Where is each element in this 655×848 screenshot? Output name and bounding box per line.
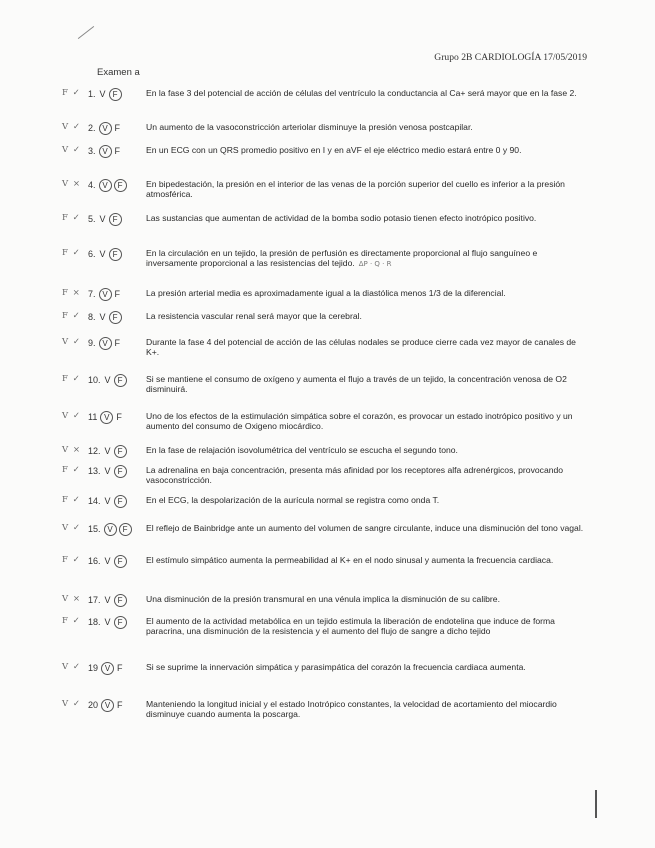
answer-option-v: V (104, 446, 111, 456)
circled-answer-v: V (99, 122, 112, 135)
question-text (146, 179, 586, 199)
question-text (146, 122, 586, 132)
answer-option-f: F (114, 123, 121, 133)
answer-option-f: F (114, 289, 121, 299)
handwritten-marks: F × (62, 288, 81, 298)
answer-options (103, 495, 128, 508)
answer-option-f: F (114, 338, 121, 348)
answer-option-v: V (99, 214, 106, 224)
answer-option-f: F (116, 412, 122, 422)
circled-answer-f: F (114, 594, 127, 607)
answer-options (98, 248, 123, 261)
answer-options (98, 145, 123, 158)
answer-option-v: V (104, 595, 111, 605)
question-number (88, 445, 146, 458)
question-number-label: 16. (88, 556, 101, 566)
question-item (56, 411, 586, 441)
question-number-label: 15. (88, 524, 101, 534)
handwritten-marks: F ✓ (62, 374, 81, 384)
question-text (146, 523, 586, 533)
question-statement: Manteniendo la longitud inicial y el estado Inotrópico constantes, la velocidad de acortamiento del miocardio disminuye cuando aumenta la poscarga. (146, 699, 557, 720)
circled-answer-f: F (114, 616, 127, 629)
question-number (88, 495, 146, 508)
circled-answer-f: F (119, 523, 132, 536)
question-statement: Uno de los efectos de la estimulación simpática sobre el corazón, es provocar un estado inotrópico positivo y un aumento del consumo de Oxigeno miocárdico. (146, 411, 573, 432)
answer-options (98, 122, 123, 135)
question-item (56, 248, 586, 278)
circled-answer-f: F (109, 88, 122, 101)
question-item (56, 465, 586, 495)
page-header: Grupo 2B CARDIOLOGÍA 17/05/2019 (434, 52, 587, 63)
handwritten-marks: V ✓ (62, 411, 81, 421)
circled-answer-v: V (101, 662, 114, 675)
exam-label: Examen a (97, 67, 140, 78)
answer-options (100, 662, 125, 675)
question-text (146, 248, 586, 269)
answer-options (99, 411, 124, 424)
question-number (88, 337, 146, 350)
circled-answer-f: F (114, 495, 127, 508)
answer-option-v: V (104, 556, 111, 566)
question-text (146, 374, 586, 394)
handwritten-marks: V × (62, 594, 81, 604)
question-text (146, 445, 586, 455)
question-statement: La adrenalina en baja concentración, presenta más afinidad por los receptores alfa adrenérgicos, provocando vasoconstricción. (146, 465, 564, 486)
question-statement: Las sustancias que aumentan de actividad de la bomba sodio potasio tienen efecto inotrópico positivo. (146, 213, 537, 223)
question-number-label: 8. (88, 312, 96, 322)
question-number (88, 88, 146, 101)
question-number-label: 19 (88, 663, 99, 673)
answer-options (98, 337, 123, 350)
circled-answer-f: F (109, 311, 122, 324)
answer-option-v: V (99, 249, 106, 259)
handwritten-marks: V ✓ (62, 337, 81, 347)
circled-answer-v: V (99, 337, 112, 350)
question-number (88, 662, 146, 675)
answer-option-f: F (114, 146, 121, 156)
question-text (146, 213, 586, 223)
question-item (56, 337, 586, 367)
handwritten-marks: F ✓ (62, 555, 81, 565)
question-number (88, 555, 146, 568)
question-text (146, 699, 586, 719)
question-item (56, 88, 586, 118)
answer-options (103, 594, 128, 607)
answer-option-v: V (104, 496, 111, 506)
question-number (88, 523, 146, 536)
question-statement: En bipedestación, la presión en el interior de las venas de la porción superior del cuello es inferior a la presión atmosférica. (146, 179, 565, 200)
question-number (88, 248, 146, 261)
question-number-label: 10. (88, 375, 101, 385)
answer-option-v: V (99, 89, 106, 99)
question-number-label: 4. (88, 180, 96, 190)
answer-option-f: F (117, 663, 123, 673)
question-statement: Una disminución de la presión transmural en una vénula implica la disminución de su calibre. (146, 594, 500, 604)
answer-options (98, 311, 123, 324)
circled-answer-f: F (114, 179, 127, 192)
circled-answer-v: V (99, 145, 112, 158)
question-number-label: 18. (88, 617, 101, 627)
question-item (56, 662, 586, 692)
question-item (56, 555, 586, 585)
paper-edge-mark (595, 790, 597, 818)
circled-answer-f: F (109, 213, 122, 226)
question-item (56, 523, 586, 553)
circled-answer-f: F (114, 445, 127, 458)
circled-answer-v: V (99, 288, 112, 301)
question-text (146, 88, 586, 98)
question-number (88, 594, 146, 607)
handwritten-marks: V ✓ (62, 523, 81, 533)
question-number-label: 1. (88, 89, 96, 99)
answer-options (103, 445, 128, 458)
question-statement: En la circulación en un tejido, la presión de perfusión es directamente proporcional al flujo sanguíneo e inversamente proporcional a las resistencias del tejido. (146, 248, 538, 269)
circled-answer-f: F (114, 555, 127, 568)
question-statement: En la fase 3 del potencial de acción de células del ventrículo la conductancia al Ca+ será mayor que en la fase 2. (146, 88, 577, 98)
question-text (146, 145, 586, 155)
question-statement: La resistencia vascular renal será mayor que la cerebral. (146, 311, 362, 321)
answer-options (100, 699, 125, 712)
question-number-label: 12. (88, 446, 101, 456)
answer-options (98, 88, 123, 101)
handwritten-marks: F ✓ (62, 495, 81, 505)
handwritten-marks: F ✓ (62, 88, 81, 98)
handwritten-marks: F ✓ (62, 311, 81, 321)
answer-option-v: V (104, 466, 111, 476)
question-statement: En la fase de relajación isovolumétrica del ventrículo se escucha el segundo tono. (146, 445, 458, 455)
handwritten-marks: F ✓ (62, 248, 81, 258)
handwritten-marks: V ✓ (62, 662, 81, 672)
question-number-label: 13. (88, 466, 101, 476)
question-number (88, 179, 146, 192)
question-text (146, 616, 586, 636)
question-statement: En un ECG con un QRS promedio positivo en I y en aVF el eje eléctrico medio estará entre 0 y 90. (146, 145, 522, 155)
question-item (56, 374, 586, 404)
question-number (88, 465, 146, 478)
answer-option-v: V (104, 375, 111, 385)
answer-option-f: F (117, 700, 123, 710)
question-number-label: 7. (88, 289, 96, 299)
question-text (146, 465, 586, 485)
answer-options (103, 465, 128, 478)
question-number (88, 374, 146, 387)
handwritten-marks: V × (62, 445, 81, 455)
question-statement: La presión arterial media es aproximadamente igual a la diastólica menos 1/3 de la diferencial. (146, 288, 506, 298)
handwritten-marks: V ✓ (62, 699, 81, 709)
circled-answer-v: V (101, 699, 114, 712)
circled-answer-f: F (114, 374, 127, 387)
question-item (56, 495, 586, 525)
question-number (88, 145, 146, 158)
circled-answer-v: V (104, 523, 117, 536)
question-text (146, 555, 586, 565)
answer-options (103, 523, 133, 536)
question-number (88, 288, 146, 301)
handwritten-marks: V × (62, 179, 81, 189)
question-text (146, 411, 586, 431)
question-number (88, 616, 146, 629)
question-number (88, 122, 146, 135)
question-statement: El estímulo simpático aumenta la permeabilidad al K+ en el nodo sinusal y aumenta la frecuencia cardiaca. (146, 555, 554, 565)
question-number-label: 6. (88, 249, 96, 259)
question-statement: Un aumento de la vasoconstricción arteriolar disminuye la presión venosa postcapilar. (146, 122, 473, 132)
pen-stroke (78, 26, 94, 39)
answer-options (98, 288, 123, 301)
answer-options (103, 374, 128, 387)
question-number-label: 14. (88, 496, 101, 506)
answer-option-v: V (99, 312, 106, 322)
handwritten-marks: F ✓ (62, 213, 81, 223)
question-text (146, 288, 586, 298)
question-number-label: 9. (88, 338, 96, 348)
question-statement: El reflejo de Bainbridge ante un aumento del volumen de sangre circulante, induce una disminución del tono vagal. (146, 523, 584, 533)
handwritten-marks: V ✓ (62, 122, 81, 132)
answer-options (103, 616, 128, 629)
question-statement: En el ECG, la despolarización de la aurícula normal se registra como onda T. (146, 495, 440, 505)
question-number-label: 5. (88, 214, 96, 224)
answer-option-v: V (104, 617, 111, 627)
question-number-label: 20 (88, 700, 99, 710)
question-number (88, 411, 146, 424)
question-item (56, 145, 586, 175)
question-number (88, 213, 146, 226)
question-text (146, 337, 586, 357)
question-number-label: 11 (88, 412, 98, 422)
question-item (56, 179, 586, 209)
answer-options (98, 179, 128, 192)
handwritten-marks: F ✓ (62, 465, 81, 475)
question-number-label: 3. (88, 146, 96, 156)
circled-answer-v: V (100, 411, 113, 424)
question-text (146, 495, 586, 505)
circled-answer-v: V (99, 179, 112, 192)
circled-answer-f: F (109, 248, 122, 261)
question-statement: Si se mantiene el consumo de oxígeno y aumenta el flujo a través de un tejido, la concentración venosa de O2 disminuirá. (146, 374, 567, 395)
answer-options (98, 213, 123, 226)
question-statement: El aumento de la actividad metabólica en un tejido estimula la liberación de endotelina que induce de forma paracrina, una disminución de la resistencia y el aumento del flujo de sangre a dicho tejido (146, 616, 555, 637)
question-item (56, 699, 586, 729)
question-number-label: 17. (88, 595, 101, 605)
handwritten-note: ΔP · Q · R (358, 260, 392, 269)
question-statement: Durante la fase 4 del potencial de acción de las células nodales se produce cierre cada vez mayor de canales de K+. (146, 337, 576, 358)
question-text (146, 594, 586, 604)
question-number (88, 699, 146, 712)
handwritten-marks: F ✓ (62, 616, 81, 626)
circled-answer-f: F (114, 465, 127, 478)
question-item (56, 213, 586, 243)
question-text (146, 311, 586, 321)
handwritten-marks: V ✓ (62, 145, 81, 155)
question-item (56, 616, 586, 646)
answer-options (103, 555, 128, 568)
question-number-label: 2. (88, 123, 96, 133)
question-number (88, 311, 146, 324)
question-text (146, 662, 586, 672)
question-statement: Si se suprime la innervación simpática y parasimpática del corazón la frecuencia cardiaca aumenta. (146, 662, 526, 672)
